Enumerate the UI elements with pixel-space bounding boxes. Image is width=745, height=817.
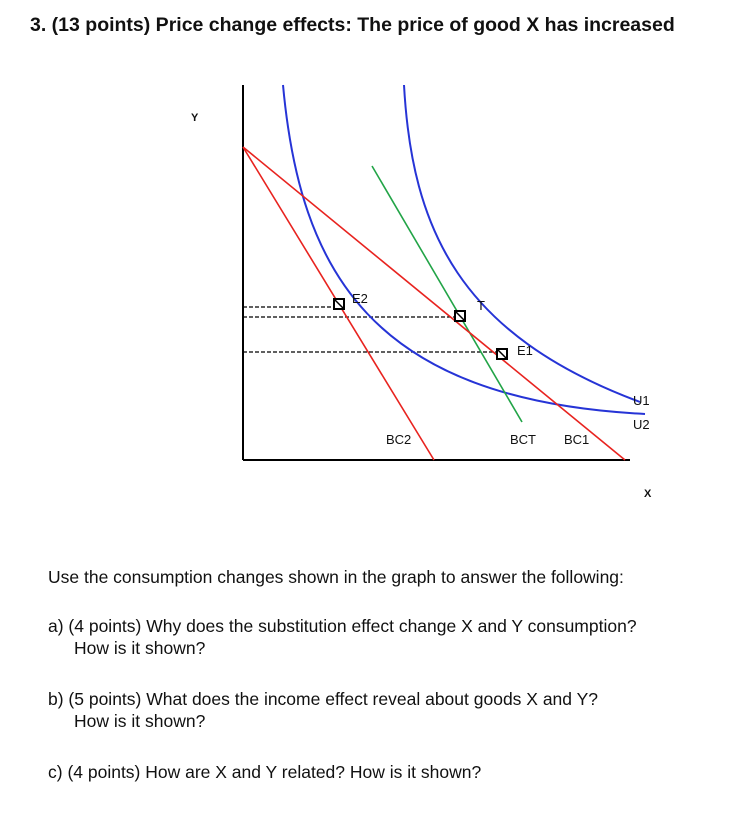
point-t-label: T (477, 298, 485, 313)
budget-bc1-label: BC1 (564, 432, 590, 447)
point-t-marker (455, 311, 465, 321)
axis-y-label: Y (191, 112, 199, 124)
axis-x-label: X (644, 488, 652, 500)
budget-line-bc1 (243, 147, 625, 460)
question-part-a-line2: How is it shown? (74, 638, 206, 658)
point-e2-label: E2 (352, 291, 368, 306)
point-e2-marker (334, 299, 344, 309)
question-part-c (48, 761, 481, 783)
curve-u1-label: U1 (633, 393, 650, 408)
budget-line-bct (372, 166, 522, 422)
point-e1-label: E1 (517, 343, 533, 358)
question-part-b-line2: How is it shown? (74, 711, 206, 731)
curve-u2-label: U2 (633, 417, 650, 432)
question-intro: Use the consumption changes shown in the graph to answer the following: (48, 567, 624, 587)
point-e1-marker (497, 349, 507, 359)
indifference-curve-u2 (283, 85, 645, 414)
question-part-a-line1: a) (4 points) Why does the substitution effect change X and Y consumption? (48, 616, 637, 636)
question-part-b-line1: b) (5 points) What does the income effect reveal about goods X and Y? (48, 689, 598, 709)
question-part-b (48, 688, 598, 732)
question-part-c-line1: c) (4 points) How are X and Y related? How is it shown? (48, 762, 482, 782)
question-part-a (48, 615, 637, 659)
budget-bct-label: BCT (510, 432, 536, 447)
budget-bc2-label: BC2 (386, 432, 412, 447)
question-title: 3. (13 points) Price change effects: The price of good X has increased (30, 14, 675, 36)
